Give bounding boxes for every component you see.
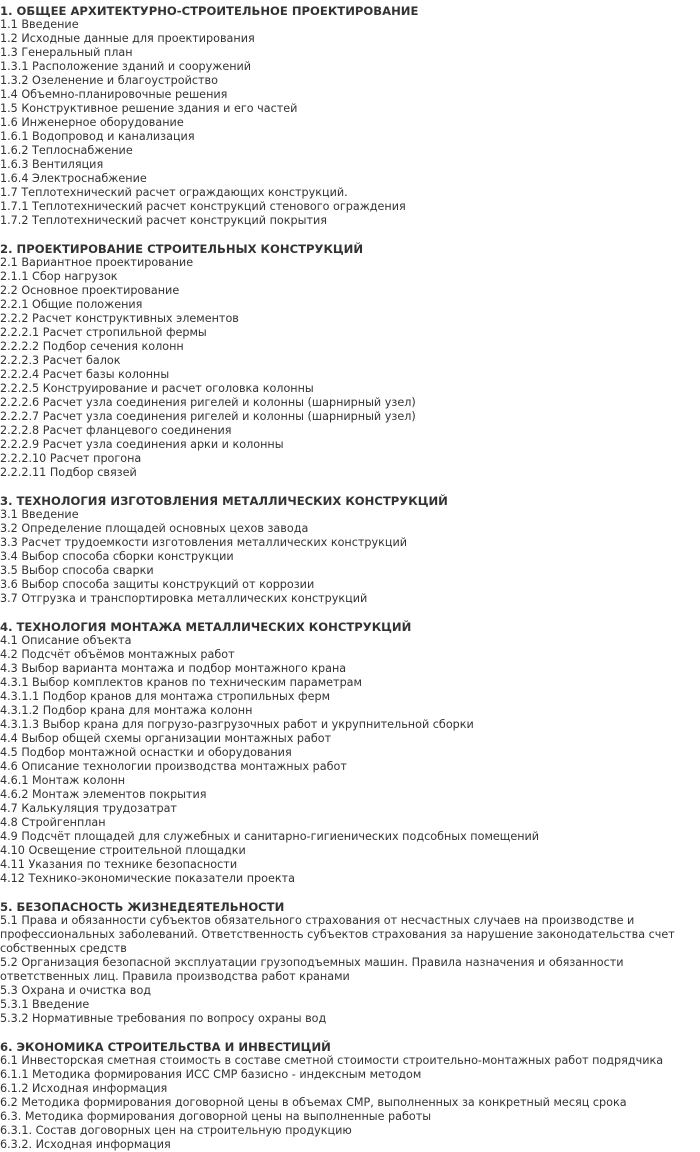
toc-item: 2.1 Вариантное проектирование <box>0 256 194 269</box>
toc-item: 4.2 Подсчёт объёмов монтажных работ <box>0 648 235 661</box>
toc-item: 4.3 Выбор варианта монтажа и подбор монтажного крана <box>0 662 347 675</box>
toc-section <box>0 4 700 228</box>
toc-item: 4.1 Описание объекта <box>0 634 132 647</box>
toc-section <box>0 494 700 606</box>
toc-item: 4.5 Подбор монтажной оснастки и оборудования <box>0 746 292 759</box>
toc-item: 2.1.1 Сбор нагрузок <box>0 270 118 283</box>
toc-item: 6.1 Инвесторская сметная стоимость в составе сметной стоимости строительно-монтажных работ подрядчика <box>0 1054 664 1067</box>
toc-item: 3.3 Расчет трудоемкости изготовления металлических конструкций <box>0 536 408 549</box>
toc-item: 3.4 Выбор способа сборки конструкции <box>0 550 234 563</box>
toc-item: 4.11 Указания по технике безопасности <box>0 858 238 871</box>
toc-item: 4.3.1.2 Подбор крана для монтажа колонн <box>0 704 253 717</box>
toc-item: 1.1 Введение <box>0 18 79 31</box>
toc-item: 4.6 Описание технологии производства монтажных работ <box>0 760 347 773</box>
toc-item: 4.4 Выбор общей схемы организации монтажных работ <box>0 732 332 745</box>
toc-item: 3.7 Отгрузка и транспортировка металлических конструкций <box>0 592 368 605</box>
toc-item: 1.6.1 Водопровод и канализация <box>0 130 195 143</box>
toc-item: 6.3. Методика формирования договорной цены на выполненные работы <box>0 1110 432 1123</box>
toc-section <box>0 900 700 1026</box>
toc-item: 2.2.2.8 Расчет фланцевого соединения <box>0 424 232 437</box>
toc-item: 1.6 Инженерное оборудование <box>0 116 184 129</box>
toc-item: 4.6.1 Монтаж колонн <box>0 774 126 787</box>
toc-item: 1.5 Конструктивное решение здания и его частей <box>0 102 298 115</box>
toc-item: 1.4 Объемно-планировочные решения <box>0 88 228 101</box>
toc-item: 1.3.1 Расположение зданий и сооружений <box>0 60 252 73</box>
toc-item: 4.8 Стройгенплан <box>0 816 106 829</box>
toc-item: 3.2 Определение площадей основных цехов завода <box>0 522 309 535</box>
toc-item: 6.2 Методика формирования договорной цены в объемах СМР, выполненных за конкретный месяц срока <box>0 1096 627 1109</box>
toc-item: 2.2.2.2 Подбор сечения колонн <box>0 340 184 353</box>
toc-item: 4.6.2 Монтаж элементов покрытия <box>0 788 207 801</box>
toc-item: 1.7.1 Теплотехнический расчет конструкций стенового ограждения <box>0 200 406 213</box>
toc-item: 3.1 Введение <box>0 508 79 521</box>
toc-item: 2.2.2.9 Расчет узла соединения арки и колонны <box>0 438 284 451</box>
toc-item: 4.7 Калькуляция трудозатрат <box>0 802 177 815</box>
section-title: 6. ЭКОНОМИКА СТРОИТЕЛЬСТВА И ИНВЕСТИЦИЙ <box>0 1040 331 1054</box>
toc-item: 6.1.1 Методика формирования ИСС СМР базисно - индексным методом <box>0 1068 422 1081</box>
section-title: 3. ТЕХНОЛОГИЯ ИЗГОТОВЛЕНИЯ МЕТАЛЛИЧЕСКИХ КОНСТРУКЦИЙ <box>0 494 448 508</box>
toc-item: 4.3.1.3 Выбор крана для погрузо-разгрузочных работ и укрупнительной сборки <box>0 718 474 731</box>
toc-item: 5.3.2 Нормативные требования по вопросу охраны вод <box>0 1012 327 1025</box>
toc-item: 2.2.2.3 Расчет балок <box>0 354 121 367</box>
toc-item: 2.2.2.6 Расчет узла соединения ригелей и колонны (шарнирный узел) <box>0 396 416 409</box>
section-title: 1. ОБЩЕЕ АРХИТЕКТУРНО-СТРОИТЕЛЬНОЕ ПРОЕКТИРОВАНИЕ <box>0 4 419 18</box>
toc-item: 1.3.2 Озеленение и благоустройство <box>0 74 218 87</box>
toc-item: 3.6 Выбор способа защиты конструкций от коррозии <box>0 578 315 591</box>
toc-item: 3.5 Выбор способа сварки <box>0 564 154 577</box>
toc-item: 2.2.2.4 Расчет базы колонны <box>0 368 170 381</box>
toc-item: 4.3.1.1 Подбор кранов для монтажа стропильных ферм <box>0 690 331 703</box>
toc-item: 1.2 Исходные данные для проектирования <box>0 32 255 45</box>
toc-item: 2.2 Основное проектирование <box>0 284 180 297</box>
toc-item: 6.3.1. Состав договорных цен на строительную продукцию <box>0 1124 352 1137</box>
toc-item: 4.9 Подсчёт площадей для служебных и санитарно-гигиенических подсобных помещений <box>0 830 540 843</box>
toc-item: 5.2 Организация безопасной эксплуатации грузоподъемных машин. Правила назначения и обязанности ответственных лиц. Правила производства работ кранами <box>0 956 624 983</box>
toc-item: 1.6.3 Вентиляция <box>0 158 104 171</box>
toc-section <box>0 242 700 480</box>
toc-item: 2.2.2.10 Расчет прогона <box>0 452 142 465</box>
toc-item: 6.1.2 Исходная информация <box>0 1082 168 1095</box>
toc-section <box>0 620 700 886</box>
toc-item: 6.3.2. Исходная информация <box>0 1138 171 1151</box>
toc-item: 5.3.1 Введение <box>0 998 90 1011</box>
toc-section <box>0 1040 700 1152</box>
section-title: 2. ПРОЕКТИРОВАНИЕ СТРОИТЕЛЬНЫХ КОНСТРУКЦИЙ <box>0 242 364 256</box>
toc-item: 2.2.2.1 Расчет стропильной фермы <box>0 326 207 339</box>
toc-item: 1.6.4 Электроснабжение <box>0 172 147 185</box>
toc-item: 2.2.2.5 Конструирование и расчет оголовка колонны <box>0 382 314 395</box>
toc-item: 4.10 Освещение строительной площадки <box>0 844 246 857</box>
toc-item: 5.3 Охрана и очистка вод <box>0 984 152 997</box>
toc-item: 1.3 Генеральный план <box>0 46 133 59</box>
toc-item: 2.2.1 Общие положения <box>0 298 143 311</box>
toc-item: 2.2.2.7 Расчет узла соединения ригелей и колонны (шарнирный узел) <box>0 410 416 423</box>
toc-item: 1.6.2 Теплоснабжение <box>0 144 133 157</box>
section-title: 4. ТЕХНОЛОГИЯ МОНТАЖА МЕТАЛЛИЧЕСКИХ КОНСТРУКЦИЙ <box>0 620 412 634</box>
toc-item: 2.2.2.11 Подбор связей <box>0 466 137 479</box>
toc-item: 2.2.2 Расчет конструктивных элементов <box>0 312 239 325</box>
toc-item: 4.12 Технико-экономические показатели проекта <box>0 872 295 885</box>
toc-item: 5.1 Права и обязанности субъектов обязательного страхования от несчастных случаев на производстве и профессиональных заболеваний. Ответственность субъектов страхования за нарушение законодательства счет собственных средств <box>0 914 675 955</box>
toc-item: 1.7 Теплотехнический расчет ограждающих конструкций. <box>0 186 348 199</box>
toc-item: 4.3.1 Выбор комплектов кранов по техническим параметрам <box>0 676 362 689</box>
toc-item: 1.7.2 Теплотехнический расчет конструкций покрытия <box>0 214 327 227</box>
section-title: 5. БЕЗОПАСНОСТЬ ЖИЗНЕДЕЯТЕЛЬНОСТИ <box>0 900 285 914</box>
